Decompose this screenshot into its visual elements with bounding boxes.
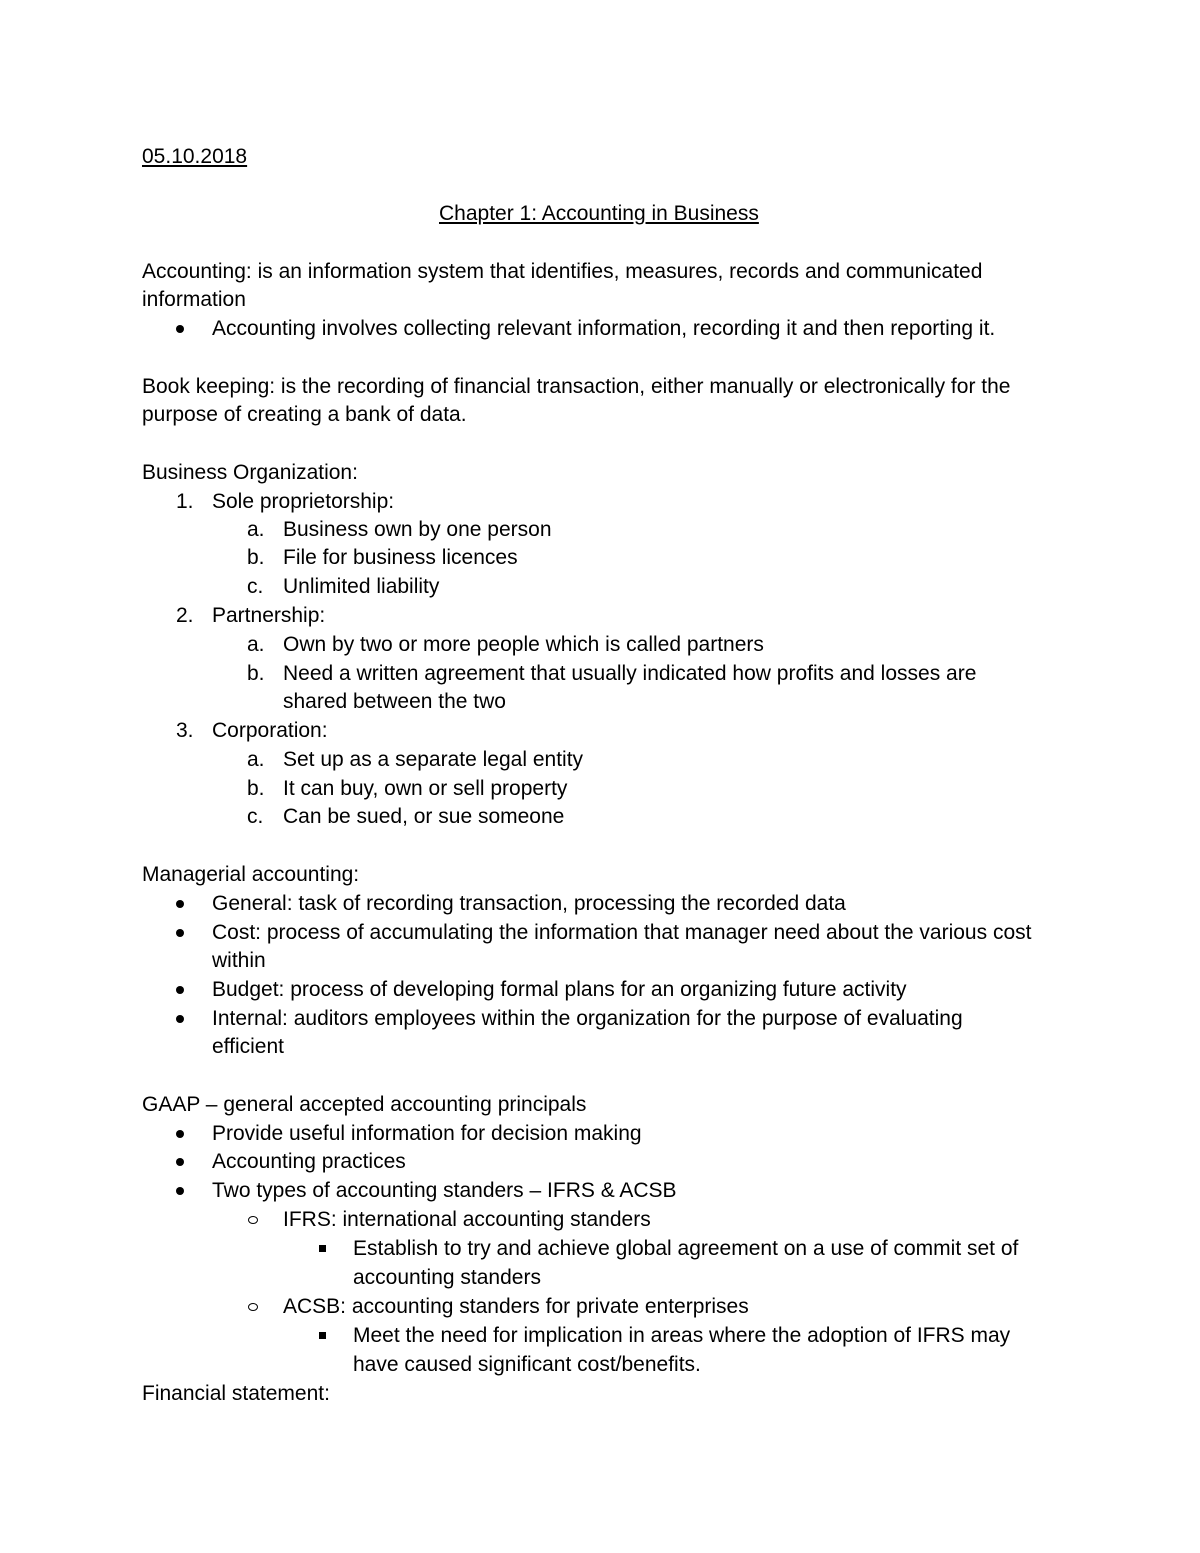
managerial-general: General: task of recording transaction, processing the recorded data <box>212 892 846 915</box>
org-type-sole: Sole proprietorship: <box>212 490 395 513</box>
bullet-dot-icon <box>176 929 184 937</box>
managerial-budget: Budget: process of developing formal plans for an organizing future activity <box>212 978 907 1001</box>
ifrs-item: IFRS: international accounting standers <box>283 1208 651 1231</box>
list-item: Unlimited liability <box>283 575 440 598</box>
managerial-cost: Cost: process of accumulating the information that manager need about the various cost <box>212 921 1032 944</box>
list-number: 1. <box>176 490 194 513</box>
list-item: Need a written agreement that usually indicated how profits and losses are <box>283 662 977 685</box>
ifrs-detail-continuation: accounting standers <box>353 1266 541 1289</box>
bullet-dot-icon <box>176 1015 184 1023</box>
bullet-dot-icon <box>176 986 184 994</box>
page-title: Chapter 1: Accounting in Business <box>439 202 759 225</box>
bullet-dot-icon <box>176 1130 184 1138</box>
list-letter: c. <box>247 805 264 828</box>
list-letter: a. <box>247 633 265 656</box>
list-item: Set up as a separate legal entity <box>283 748 584 771</box>
list-letter: b. <box>247 546 265 569</box>
bullet-circle-icon <box>248 1303 258 1311</box>
org-type-corporation: Corporation: <box>212 719 328 742</box>
accounting-bullet: Accounting involves collecting relevant information, recording it and then reporting it. <box>212 317 996 340</box>
list-letter: a. <box>247 518 265 541</box>
accounting-definition-line-2: information <box>142 288 246 311</box>
gaap-bullet: Two types of accounting standers – IFRS & ACSB <box>212 1179 677 1202</box>
bullet-dot-icon <box>176 1158 184 1166</box>
managerial-internal: Internal: auditors employees within the organization for the purpose of evaluating <box>212 1007 963 1030</box>
bullet-circle-icon <box>248 1216 258 1224</box>
bullet-dot-icon <box>176 325 184 333</box>
bullet-dot-icon <box>176 1187 184 1195</box>
bullet-square-icon <box>319 1245 326 1252</box>
accounting-definition-line-1: Accounting: is an information system that identifies, measures, records and communicated <box>142 260 983 283</box>
gaap-bullet: Provide useful information for decision making <box>212 1122 642 1145</box>
acsb-detail-continuation: have caused significant cost/benefits. <box>353 1353 701 1376</box>
list-item: Business own by one person <box>283 518 552 541</box>
list-item-continuation: shared between the two <box>283 690 506 713</box>
business-org-heading: Business Organization: <box>142 461 358 484</box>
list-number: 2. <box>176 604 194 627</box>
ifrs-detail: Establish to try and achieve global agreement on a use of commit set of <box>353 1237 1019 1260</box>
list-number: 3. <box>176 719 194 742</box>
gaap-bullet: Accounting practices <box>212 1150 406 1173</box>
list-letter: b. <box>247 662 265 685</box>
list-item: File for business licences <box>283 546 518 569</box>
gaap-heading: GAAP – general accepted accounting principals <box>142 1093 587 1116</box>
list-letter: c. <box>247 575 264 598</box>
date: 05.10.2018 <box>142 145 248 168</box>
managerial-heading: Managerial accounting: <box>142 863 360 886</box>
list-letter: a. <box>247 748 265 771</box>
list-letter: b. <box>247 777 265 800</box>
list-item: Own by two or more people which is called partners <box>283 633 764 656</box>
bullet-dot-icon <box>176 900 184 908</box>
financial-statement-heading: Financial statement: <box>142 1382 330 1405</box>
acsb-item: ACSB: accounting standers for private enterprises <box>283 1295 749 1318</box>
managerial-cost-continuation: within <box>212 949 266 972</box>
acsb-detail: Meet the need for implication in areas where the adoption of IFRS may <box>353 1324 1011 1347</box>
bookkeeping-line-1: Book keeping: is the recording of financial transaction, either manually or electronically for the <box>142 375 1011 398</box>
list-item: Can be sued, or sue someone <box>283 805 565 828</box>
org-type-partnership: Partnership: <box>212 604 326 627</box>
bullet-square-icon <box>319 1332 326 1339</box>
list-item: It can buy, own or sell property <box>283 777 568 800</box>
bookkeeping-line-2: purpose of creating a bank of data. <box>142 403 467 426</box>
managerial-internal-continuation: efficient <box>212 1035 284 1058</box>
